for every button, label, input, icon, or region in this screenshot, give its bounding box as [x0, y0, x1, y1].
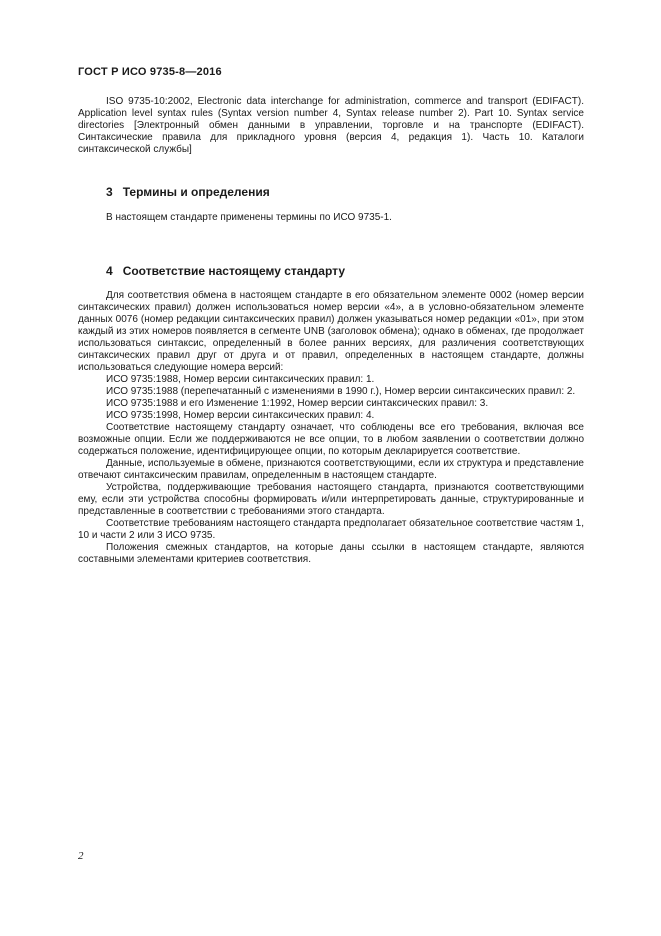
version-item: ИСО 9735:1998, Номер версии синтаксических правил: 4.: [106, 410, 375, 421]
page-number: 2: [78, 850, 84, 862]
section-paragraph: Соответствие настоящему стандарту означает, что соблюдены все его требования, включая все возможные опции. Если же поддерживаются не все опции, то в любом заявлении о соответствии должно содержаться положение, идентифицирующее опции, по которым декларируется соответствие.: [78, 422, 584, 457]
section-3-body: [78, 212, 584, 224]
section-paragraph: Устройства, поддерживающие требования настоящего стандарта, признаются соответствующими ему, если эти устройства способны формировать и/или интерпретировать данные, структурированные и представленные в соответствии с требованиями этого стандарта.: [78, 482, 584, 517]
section-number: 4: [106, 264, 113, 278]
section-paragraph: Данные, используемые в обмене, признаются соответствующими, если их структура и представление отвечают синтаксическим правилам, определенным в настоящем стандарте.: [78, 458, 584, 481]
document-code-header: ГОСТ Р ИСО 9735-8—2016: [78, 66, 222, 78]
normative-reference: [78, 96, 584, 156]
section-paragraph: Соответствие требованиям настоящего стандарта предполагает обязательное соответствие частям 1, 10 и части 2 или 3 ИСО 9735.: [78, 518, 584, 541]
section-number: 3: [106, 185, 113, 199]
version-item: ИСО 9735:1988 и его Изменение 1:1992, Номер версии синтаксических правил: 3.: [106, 398, 489, 409]
reference-text: ISO 9735-10:2002, Electronic data interchange for administration, commerce and transport (EDIFACT). Application level syntax rules (Syntax version number 4, Syntax release number 2). Part 10. Syntax service directories [Электронный обмен данными в управлении, торговле и на транспорте (EDIFACT). Синтаксические правила для прикладного уровня (версия 4, редакция 1). Часть 10. Каталоги синтаксической службы]: [78, 96, 584, 155]
section-paragraph: Для соответствия обмена в настоящем стандарте в его обязательном элементе 0002 (номер версии синтаксических правил) должен использоваться номер версии «4», а в условно-обязательном элементе данных 0076 (номер редакции синтаксических правил) должен указываться номер редакции «01», при этом каждый из этих номеров появляется в сегменте UNB (заголовок обмена); однако в обменах, где продолжает использоваться синтаксис, определенный в более ранних версиях, для различения соответствующих синтаксических правил друг от друга и от правил, определенных в настоящем стандарте, должны использоваться следующие номера версий:: [78, 290, 584, 373]
section-3-heading: [106, 185, 270, 199]
section-title: Соответствие настоящему стандарту: [122, 264, 345, 278]
section-paragraph: В настоящем стандарте применены термины по ИСО 9735-1.: [106, 212, 392, 223]
version-item: ИСО 9735:1988, Номер версии синтаксических правил: 1.: [106, 374, 375, 385]
section-4-body: [78, 290, 584, 566]
section-title: Термины и определения: [122, 185, 270, 199]
section-4-heading: [106, 264, 345, 278]
version-item: ИСО 9735:1988 (перепечатанный с изменениями в 1990 г.), Номер версии синтаксических правил: 2.: [106, 386, 576, 397]
section-paragraph: Положения смежных стандартов, на которые даны ссылки в настоящем стандарте, являются составными элементами критериев соответствия.: [78, 542, 584, 565]
